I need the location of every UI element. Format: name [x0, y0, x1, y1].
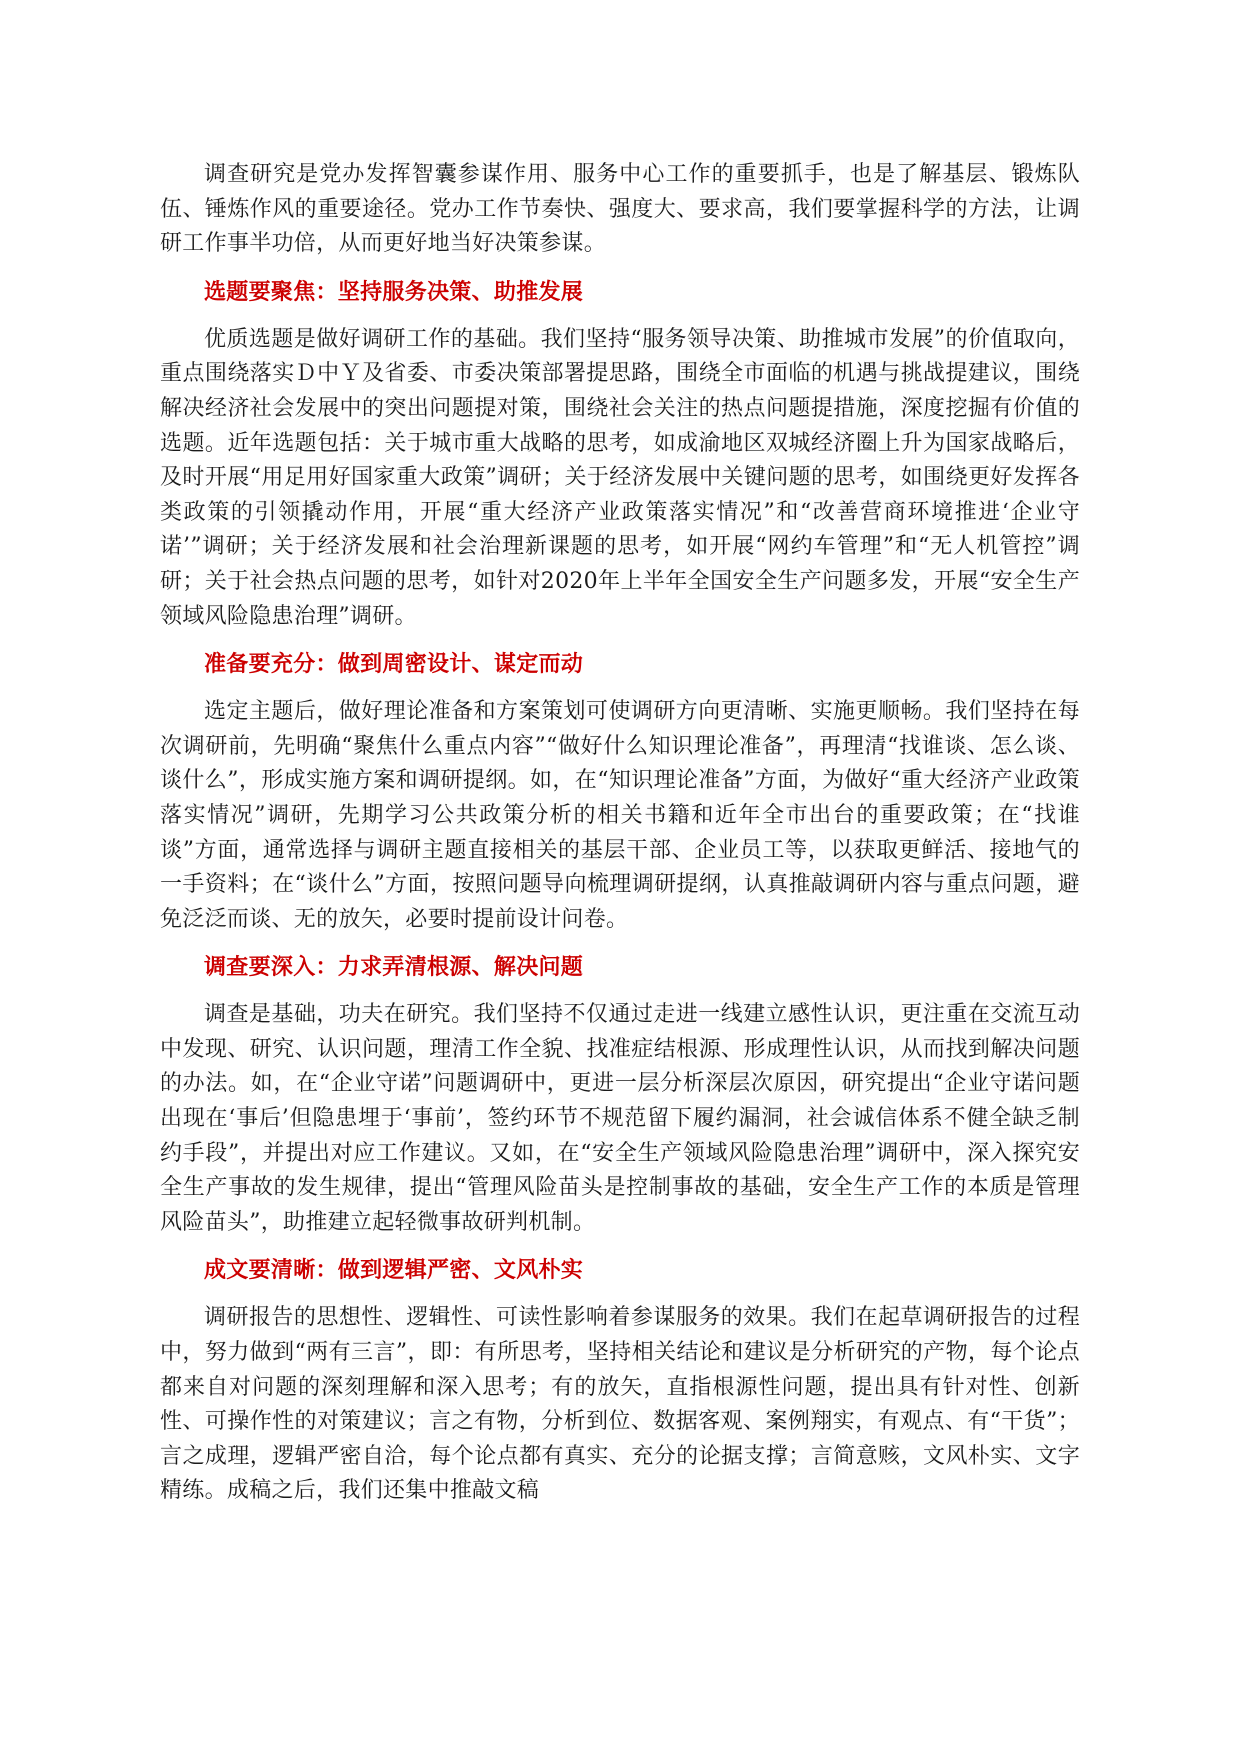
section-heading-topic-selection: 选题要聚焦：坚持服务决策、助推发展	[204, 279, 584, 305]
section-heading-writing: 成文要清晰：做到逻辑严密、文风朴实	[204, 1258, 584, 1284]
section-paragraph-writing: 调研报告的思想性、逻辑性、可读性影响着参谋服务的效果。我们在起草调研报告的过程中，努力做到“两有三言”，即：有所思考，坚持相关结论和建议是分析研究的产物，每个论点都来自对问题的深刻理解和深入思考；有的放矢，直指根源性问题，提出具有针对性、创新性、可操作性的对策建议；言之有物，分析到位、数据客观、案例翔实，有观点、有“干货”；言之成理，逻辑严密自洽，每个论点都有真实、充分的论据支撑；言简意赅，文风朴实、文字精练。成稿之后，我们还集中推敲文稿	[160, 1305, 1080, 1504]
intro-paragraph: 调查研究是党办发挥智囊参谋作用、服务中心工作的重要抓手，也是了解基层、锻炼队伍、锤炼作风的重要途径。党办工作节奏快、强度大、要求高，我们要掌握科学的方法，让调研工作事半功倍，从而更好地当好决策参谋。	[160, 162, 1080, 257]
article-body	[160, 158, 1080, 1509]
section-heading-preparation: 准备要充分：做到周密设计、谋定而动	[204, 652, 584, 678]
section-paragraph-investigation: 调查是基础，功夫在研究。我们坚持不仅通过走进一线建立感性认识，更注重在交流互动中发现、研究、认识问题，理清工作全貌、找准症结根源、形成理性认识，从而找到解决问题的办法。如，在“企业守诺”问题调研中，更进一层分析深层次原因，研究提出“企业守诺问题出现在‘事后’但隐患埋于‘事前’，签约环节不规范留下履约漏洞，社会诚信体系不健全缺乏制约手段”，并提出对应工作建议。又如，在“安全生产领域风险隐患治理”调研中，深入探究安全生产事故的发生规律，提出“管理风险苗头是控制事故的基础，安全生产工作的本质是管理风险苗头”，助推建立起轻微事故研判机制。	[160, 1002, 1080, 1235]
section-paragraph-preparation: 选定主题后，做好理论准备和方案策划可使调研方向更清晰、实施更顺畅。我们坚持在每次调研前，先明确“聚焦什么重点内容”“做好什么知识理论准备”，再理清“找谁谈、怎么谈、谈什么”，形成实施方案和调研提纲。如，在“知识理论准备”方面，为做好“重大经济产业政策落实情况”调研，先期学习公共政策分析的相关书籍和近年全市出台的重要政策；在“找谁谈”方面，通常选择与调研主题直接相关的基层干部、企业员工等，以获取更鲜活、接地气的一手资料；在“谈什么”方面，按照问题导向梳理调研提纲，认真推敲调研内容与重点问题，避免泛泛而谈、无的放矢，必要时提前设计问卷。	[160, 699, 1080, 932]
section-heading-investigation: 调查要深入：力求弄清根源、解决问题	[204, 955, 584, 981]
section-paragraph-topic-selection: 优质选题是做好调研工作的基础。我们坚持“服务领导决策、助推城市发展”的价值取向，重点围绕落实Ｄ中Ｙ及省委、市委决策部署提思路，围绕全市面临的机遇与挑战提建议，围绕解决经济社会发展中的突出问题提对策，围绕社会关注的热点问题提措施，深度挖掘有价值的选题。近年选题包括：关于城市重大战略的思考，如成渝地区双城经济圈上升为国家战略后，及时开展“用足用好国家重大政策”调研；关于经济发展中关键问题的思考，如围绕更好发挥各类政策的引领撬动作用，开展“重大经济产业政策落实情况”和“改善营商环境推进‘企业守诺’”调研；关于经济发展和社会治理新课题的思考，如开展“网约车管理”和“无人机管控”调研；关于社会热点问题的思考，如针对2020年上半年全国安全生产问题多发，开展“安全生产领域风险隐患治理”调研。	[160, 326, 1080, 629]
